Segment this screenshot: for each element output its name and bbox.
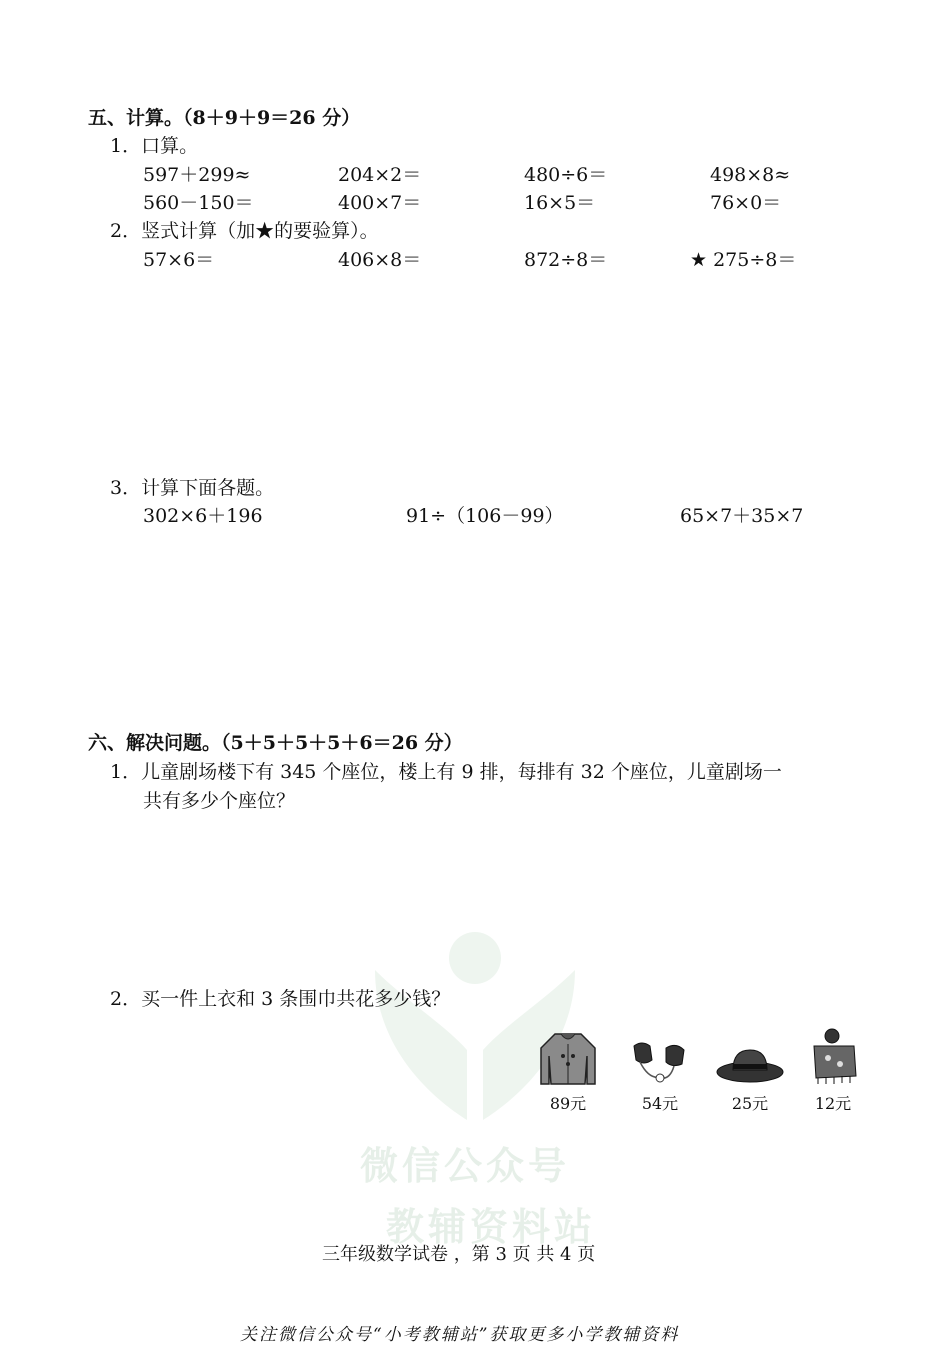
bottom-note: 关注微信公众号“小考教辅站”获取更多小学教辅资料 bbox=[240, 1325, 680, 1345]
price-gloves: 54元 bbox=[641, 1094, 679, 1113]
oral-calc-2: 204×2＝ bbox=[338, 164, 422, 186]
oral-calc-5: 560－150＝ bbox=[143, 192, 254, 214]
oral-calc-6: 400×7＝ bbox=[338, 192, 422, 214]
problem1-line1: 1．儿童剧场楼下有 345 个座位，楼上有 9 排，每排有 32 个座位，儿童剧场一 bbox=[110, 761, 782, 783]
oral-calc-8: 76×0＝ bbox=[710, 192, 782, 214]
oral-calc-4: 498×8≈ bbox=[710, 164, 791, 186]
price-jacket: 89元 bbox=[549, 1094, 587, 1113]
expression-1: 302×6＋196 bbox=[143, 505, 263, 527]
q2-label: 2．竖式计算（加★的要验算）。 bbox=[110, 220, 379, 242]
vertical-calc-1: 57×6＝ bbox=[143, 249, 215, 271]
vertical-calc-4: ★ 275÷8＝ bbox=[690, 249, 797, 271]
expression-2: 91÷（106－99） bbox=[406, 505, 564, 527]
vertical-calc-3: 872÷8＝ bbox=[524, 249, 608, 271]
section6-heading: 六、解决问题。（5＋5＋5＋5＋6＝26 分） bbox=[88, 732, 463, 754]
jacket-icon bbox=[537, 1030, 599, 1088]
oral-calc-1: 597＋299≈ bbox=[143, 164, 251, 186]
q3-label: 3．计算下面各题。 bbox=[110, 477, 275, 499]
expression-3: 65×7＋35×7 bbox=[680, 505, 804, 527]
oral-calc-7: 16×5＝ bbox=[524, 192, 596, 214]
oral-calc-3: 480÷6＝ bbox=[524, 164, 608, 186]
price-hat: 25元 bbox=[731, 1094, 769, 1113]
page-footer: 三年级数学试卷 ，第 3 页 共 4 页 bbox=[322, 1244, 596, 1265]
gloves-icon bbox=[630, 1038, 690, 1086]
watermark-line1: 微信公众号 bbox=[360, 1144, 571, 1188]
price-scarf: 12元 bbox=[814, 1094, 852, 1113]
vertical-calc-2: 406×8＝ bbox=[338, 249, 422, 271]
scarf-icon bbox=[808, 1026, 860, 1086]
watermark-line2: 教辅资料站 bbox=[386, 1205, 597, 1249]
section5-heading: 五、计算。（8＋9＋9＝26 分） bbox=[88, 107, 361, 129]
problem2-label: 2．买一件上衣和 3 条围巾共花多少钱？ bbox=[110, 988, 451, 1010]
hat-icon bbox=[715, 1044, 785, 1084]
problem1-line2: 共有多少个座位？ bbox=[143, 790, 296, 812]
q1-label: 1．口算。 bbox=[110, 135, 199, 157]
